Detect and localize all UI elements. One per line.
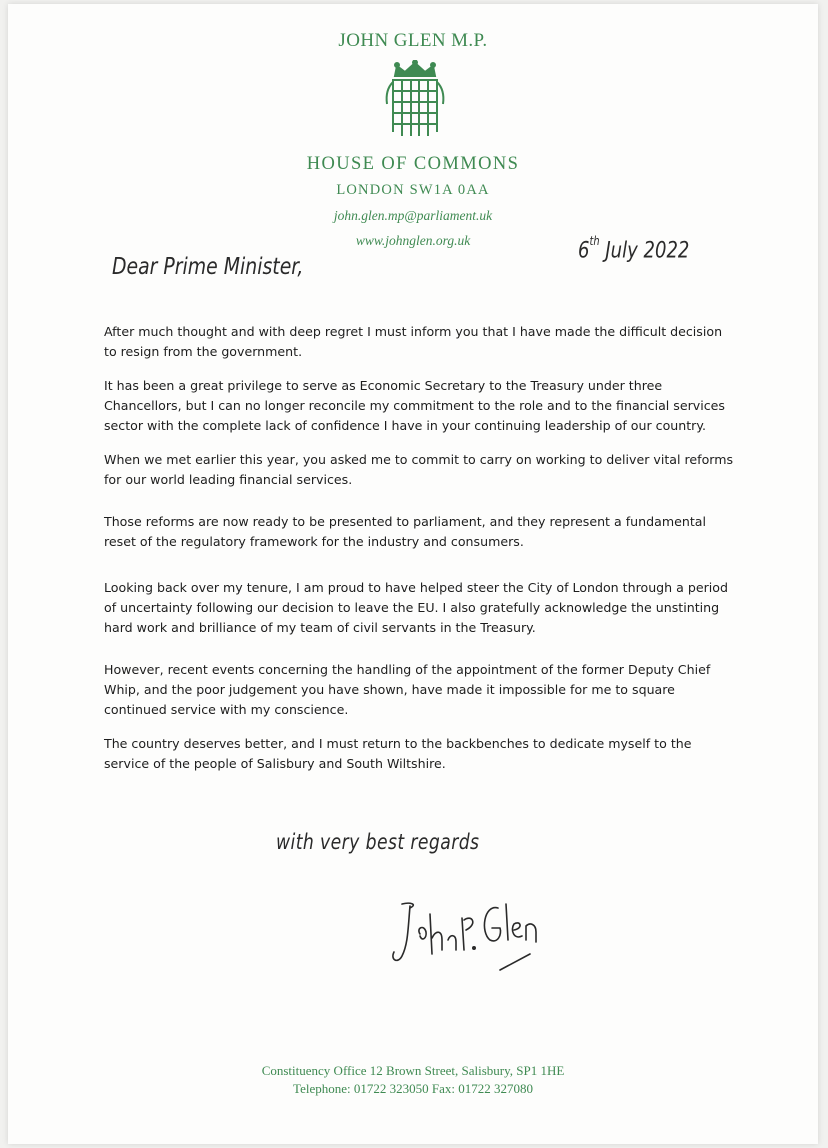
date-day: 6 (578, 238, 590, 264)
email-address: john.glen.mp@parliament.uk (333, 208, 493, 223)
paragraph-5: Looking back over my tenure, I am proud to have helped steer the City of London through a period of uncertainty following our decision to leave the EU. I also gratefully acknowledge the unstinting hard work and brilliance of my team of civil servants in the Treasury. (104, 580, 728, 635)
date-month-year: July 2022 (605, 238, 690, 264)
letter-date (578, 234, 690, 264)
paragraph-6: However, recent events concerning the handling of the appointment of the former Deputy Chief Whip, and the poor judgement you have shown, have made it impossible for me to square continued service with my conscience. (104, 662, 711, 717)
telephone-fax: Telephone: 01722 323050 Fax: 01722 327080 (293, 1081, 533, 1096)
address-line: LONDON SW1A 0AA (336, 182, 490, 198)
letter-page (8, 4, 818, 1144)
salutation: Dear Prime Minister, (112, 254, 304, 280)
house-of-commons: HOUSE OF COMMONS (306, 154, 520, 174)
paragraph-7: The country deserves better, and I must return to the backbenches to dedicate myself to the service of the people of Salisbury and South Wiltshire. (104, 736, 692, 771)
paragraph-1: After much thought and with deep regret I must inform you that I have made the difficult decision to resign from the government. (104, 324, 723, 359)
portcullis-icon (383, 60, 447, 140)
signature (380, 884, 550, 984)
closing-line: with very best regards (276, 830, 480, 854)
paragraph-4: Those reforms are now ready to be presented to parliament, and they represent a fundamental reset of the regulatory framework for the industry and consumers. (104, 514, 706, 549)
footer (8, 1062, 818, 1098)
date-suffix: th (589, 234, 600, 248)
paragraph-2: It has been a great privilege to serve as Economic Secretary to the Treasury under three Chancellors, but I can no longer reconcile my commitment to the role and to the financial services sector with the complete lack of confidence I have in your continuing leadership of our country. (104, 378, 725, 433)
mp-name: JOHN GLEN M.P. (338, 30, 488, 51)
constituency-office: Constituency Office 12 Brown Street, Salisbury, SP1 1HE (261, 1063, 565, 1078)
website: www.johnglen.org.uk (355, 233, 471, 248)
paragraph-3: When we met earlier this year, you asked me to commit to carry on working to deliver vital reforms for our world leading financial services. (104, 452, 734, 487)
